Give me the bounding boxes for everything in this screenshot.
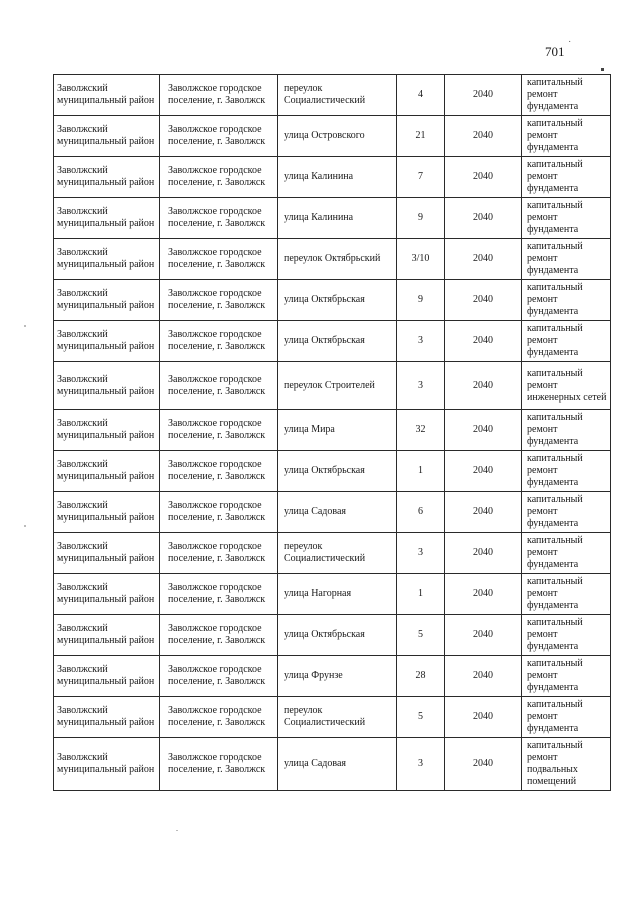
work-type-cell: капитальный ремонт фундамента [522, 280, 611, 321]
table-row [54, 451, 611, 492]
street-cell: улица Октябрьская [278, 280, 397, 321]
work-type-cell: капитальный ремонт фундамента [522, 157, 611, 198]
settlement-cell: Заволжское городское поселение, г. Заволжск [160, 157, 278, 198]
scan-speck [24, 525, 26, 527]
house-number-cell: 28 [397, 656, 445, 697]
settlement-cell: Заволжское городское поселение, г. Заволжск [160, 451, 278, 492]
street-cell: улица Нагорная [278, 574, 397, 615]
district-cell: Заволжский муниципальный район [54, 656, 160, 697]
district-cell: Заволжский муниципальный район [54, 321, 160, 362]
year-cell: 2040 [445, 116, 522, 157]
year-cell: 2040 [445, 697, 522, 738]
table-row [54, 656, 611, 697]
scan-speck [24, 325, 26, 327]
district-cell: Заволжский муниципальный район [54, 574, 160, 615]
table-row [54, 492, 611, 533]
district-cell: Заволжский муниципальный район [54, 280, 160, 321]
settlement-cell: Заволжское городское поселение, г. Заволжск [160, 656, 278, 697]
settlement-cell: Заволжское городское поселение, г. Заволжск [160, 574, 278, 615]
district-cell: Заволжский муниципальный район [54, 362, 160, 410]
work-type-cell: капитальный ремонт фундамента [522, 533, 611, 574]
settlement-cell: Заволжское городское поселение, г. Заволжск [160, 410, 278, 451]
year-cell: 2040 [445, 198, 522, 239]
street-cell: улица Мира [278, 410, 397, 451]
settlement-cell: Заволжское городское поселение, г. Заволжск [160, 492, 278, 533]
house-number-cell: 9 [397, 280, 445, 321]
table-row [54, 362, 611, 410]
table-row [54, 75, 611, 116]
year-cell: 2040 [445, 615, 522, 656]
year-cell: 2040 [445, 656, 522, 697]
district-cell: Заволжский муниципальный район [54, 157, 160, 198]
year-cell: 2040 [445, 738, 522, 791]
table-body [54, 75, 611, 791]
work-type-cell: капитальный ремонт фундамента [522, 615, 611, 656]
house-number-cell: 3 [397, 362, 445, 410]
table-row [54, 615, 611, 656]
year-cell: 2040 [445, 574, 522, 615]
street-cell: улица Октябрьская [278, 321, 397, 362]
year-cell: 2040 [445, 280, 522, 321]
district-cell: Заволжский муниципальный район [54, 738, 160, 791]
street-cell: переулок Социалистический [278, 697, 397, 738]
house-number-cell: 1 [397, 574, 445, 615]
table-row [54, 280, 611, 321]
district-cell: Заволжский муниципальный район [54, 533, 160, 574]
street-cell: улица Садовая [278, 738, 397, 791]
work-type-cell: капитальный ремонт фундамента [522, 410, 611, 451]
district-cell: Заволжский муниципальный район [54, 697, 160, 738]
district-cell: Заволжский муниципальный район [54, 75, 160, 116]
settlement-cell: Заволжское городское поселение, г. Заволжск [160, 362, 278, 410]
settlement-cell: Заволжское городское поселение, г. Заволжск [160, 239, 278, 280]
year-cell: 2040 [445, 239, 522, 280]
settlement-cell: Заволжское городское поселение, г. Заволжск [160, 75, 278, 116]
scan-speck [176, 830, 178, 831]
scan-mark: ˙ [568, 40, 572, 51]
table-row [54, 239, 611, 280]
settlement-cell: Заволжское городское поселение, г. Заволжск [160, 738, 278, 791]
work-type-cell: капитальный ремонт фундамента [522, 656, 611, 697]
house-number-cell: 7 [397, 157, 445, 198]
housing-repair-table [53, 74, 611, 791]
district-cell: Заволжский муниципальный район [54, 116, 160, 157]
district-cell: Заволжский муниципальный район [54, 492, 160, 533]
house-number-cell: 32 [397, 410, 445, 451]
table-row [54, 738, 611, 791]
district-cell: Заволжский муниципальный район [54, 198, 160, 239]
house-number-cell: 3 [397, 738, 445, 791]
house-number-cell: 3 [397, 321, 445, 362]
street-cell: улица Октябрьская [278, 451, 397, 492]
year-cell: 2040 [445, 321, 522, 362]
house-number-cell: 9 [397, 198, 445, 239]
work-type-cell: капитальный ремонт фундамента [522, 198, 611, 239]
work-type-cell: капитальный ремонт фундамента [522, 451, 611, 492]
street-cell: переулок Октябрьский [278, 239, 397, 280]
work-type-cell: капитальный ремонт фундамента [522, 116, 611, 157]
settlement-cell: Заволжское городское поселение, г. Заволжск [160, 533, 278, 574]
house-number-cell: 4 [397, 75, 445, 116]
table-row [54, 574, 611, 615]
table-row [54, 157, 611, 198]
work-type-cell: капитальный ремонт фундамента [522, 239, 611, 280]
year-cell: 2040 [445, 362, 522, 410]
work-type-cell: капитальный ремонт фундамента [522, 75, 611, 116]
year-cell: 2040 [445, 451, 522, 492]
street-cell: улица Садовая [278, 492, 397, 533]
district-cell: Заволжский муниципальный район [54, 239, 160, 280]
work-type-cell: капитальный ремонт фундамента [522, 321, 611, 362]
work-type-cell: капитальный ремонт подвальных помещений [522, 738, 611, 791]
settlement-cell: Заволжское городское поселение, г. Заволжск [160, 116, 278, 157]
year-cell: 2040 [445, 157, 522, 198]
settlement-cell: Заволжское городское поселение, г. Заволжск [160, 697, 278, 738]
street-cell: переулок Строителей [278, 362, 397, 410]
settlement-cell: Заволжское городское поселение, г. Заволжск [160, 280, 278, 321]
house-number-cell: 3 [397, 533, 445, 574]
settlement-cell: Заволжское городское поселение, г. Заволжск [160, 615, 278, 656]
year-cell: 2040 [445, 492, 522, 533]
street-cell: переулок Социалистический [278, 75, 397, 116]
settlement-cell: Заволжское городское поселение, г. Заволжск [160, 321, 278, 362]
page-number: 701 [545, 44, 565, 59]
street-cell: улица Фрунзе [278, 656, 397, 697]
table-row [54, 533, 611, 574]
district-cell: Заволжский муниципальный район [54, 451, 160, 492]
margin-mark [601, 68, 604, 71]
house-number-cell: 6 [397, 492, 445, 533]
house-number-cell: 5 [397, 697, 445, 738]
street-cell: улица Островского [278, 116, 397, 157]
house-number-cell: 3/10 [397, 239, 445, 280]
street-cell: улица Калинина [278, 198, 397, 239]
work-type-cell: капитальный ремонт фундамента [522, 574, 611, 615]
house-number-cell: 21 [397, 116, 445, 157]
table-row [54, 410, 611, 451]
year-cell: 2040 [445, 533, 522, 574]
settlement-cell: Заволжское городское поселение, г. Заволжск [160, 198, 278, 239]
year-cell: 2040 [445, 75, 522, 116]
table-row [54, 321, 611, 362]
street-cell: улица Октябрьская [278, 615, 397, 656]
district-cell: Заволжский муниципальный район [54, 410, 160, 451]
house-number-cell: 1 [397, 451, 445, 492]
work-type-cell: капитальный ремонт фундамента [522, 492, 611, 533]
table-row [54, 116, 611, 157]
district-cell: Заволжский муниципальный район [54, 615, 160, 656]
table-row [54, 697, 611, 738]
street-cell: переулок Социалистический [278, 533, 397, 574]
table-row [54, 198, 611, 239]
work-type-cell: капитальный ремонт фундамента [522, 697, 611, 738]
work-type-cell: капитальный ремонт инженерных сетей [522, 362, 611, 410]
street-cell: улица Калинина [278, 157, 397, 198]
year-cell: 2040 [445, 410, 522, 451]
house-number-cell: 5 [397, 615, 445, 656]
